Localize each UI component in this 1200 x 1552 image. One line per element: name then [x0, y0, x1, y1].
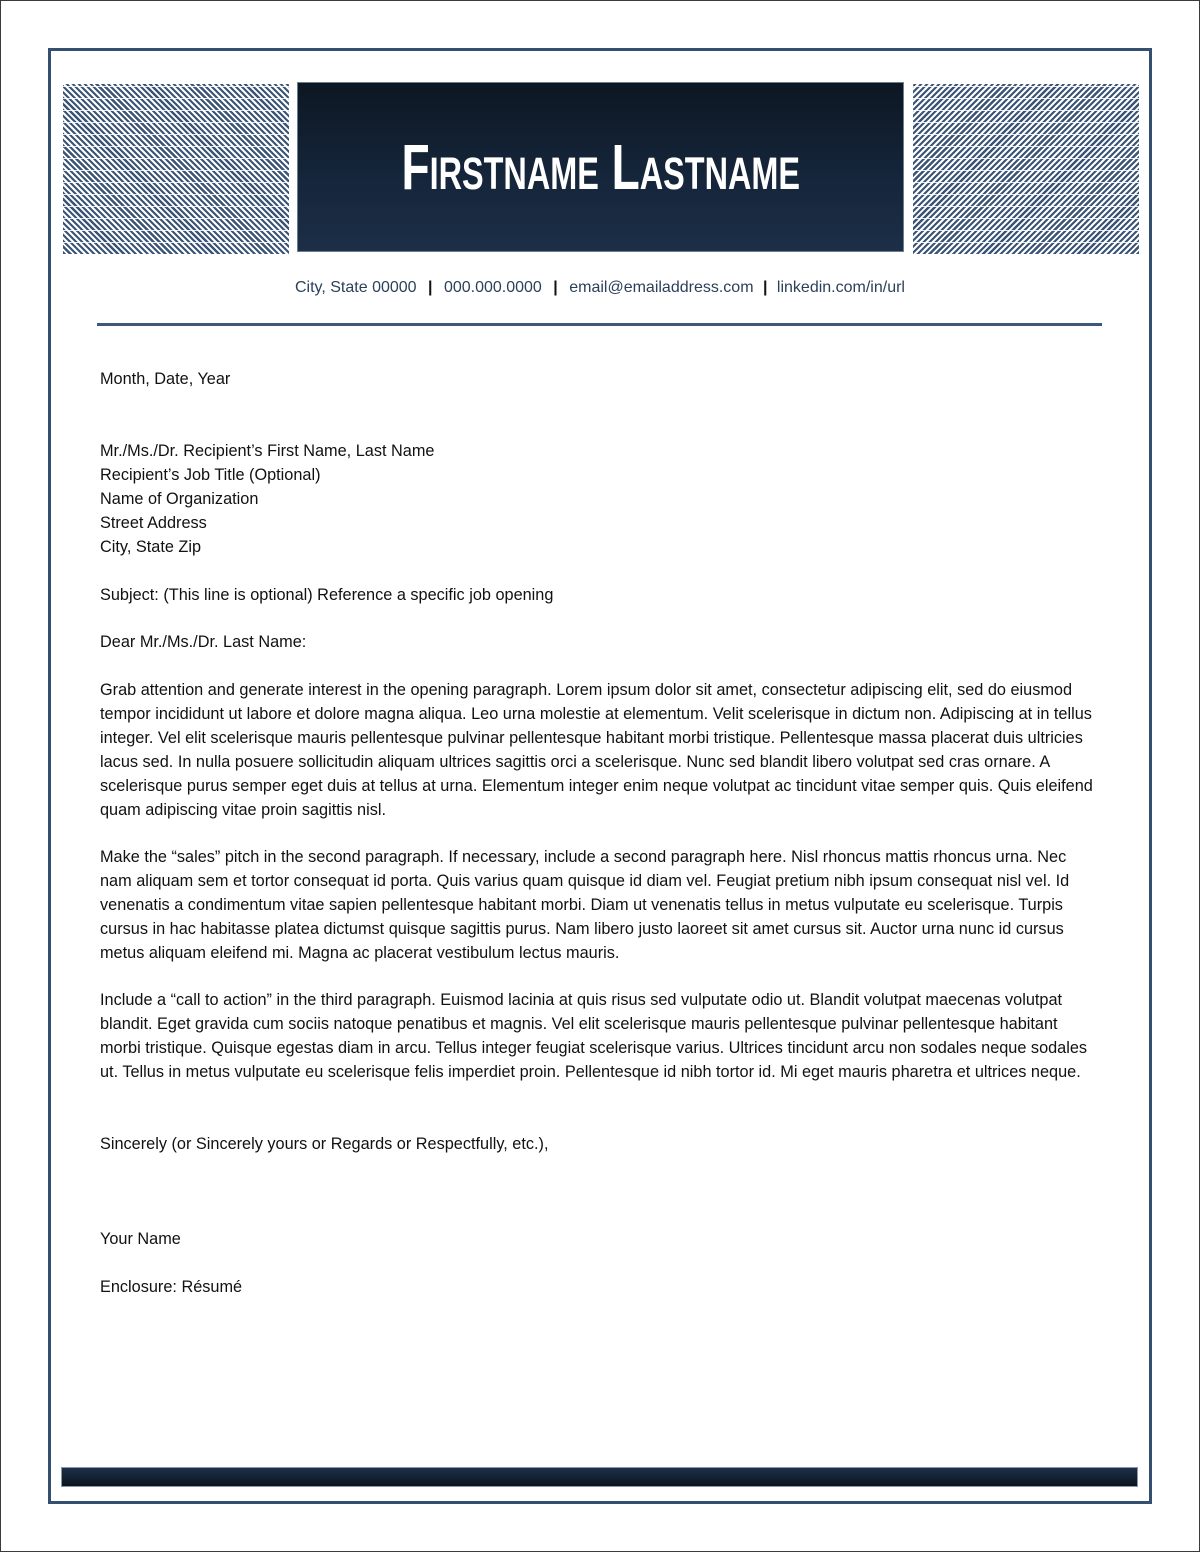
- paragraph-text: Grab attention and generate interest in the opening paragraph. Lorem ipsum dolor sit amet, consectetur adipiscing elit, sed do eiusmod tempor incididunt ut labore et dolore magna aliqua. Leo urna molestie at elementum. Velit scelerisque in dictum non. Adipiscing at in tellus integer. Vel elit scelerisque mauris pellentesque pulvinar pellentesque habitant morbi tristique. Pellentesque massa placerat duis ultricies lacus sed. In nulla posuere sollicitudin aliquam ultrices sagittis orci a scelerisque. Nunc sed blandit libero volutpat sed cras ornare. A scelerisque purus semper eget duis at tellus at urna. Elementum integer enim neque volutpat ac tincidunt vitae semper quis. Quis eleifend quam adipiscing vitae proin sagittis nisl.: [100, 681, 1093, 819]
- contact-line: [0, 279, 1200, 297]
- closing-text: Sincerely (or Sincerely yours or Regards or Respectfully, etc.),: [100, 1135, 549, 1153]
- enclosure-text: Enclosure: Résumé: [100, 1278, 243, 1296]
- name-banner: [297, 82, 904, 252]
- salutation: [100, 630, 1100, 654]
- recipient-line: Street Address: [100, 514, 207, 532]
- closing: [100, 1132, 1100, 1156]
- subject-text: Subject: (This line is optional) Reference a specific job opening: [100, 586, 554, 604]
- letter-date: [100, 367, 1100, 391]
- paragraph-sales-pitch: [100, 845, 1100, 965]
- contact-location: City, State 00000: [295, 279, 417, 296]
- salutation-text: Dear Mr./Ms./Dr. Last Name:: [100, 633, 307, 651]
- recipient-block: [100, 439, 1100, 559]
- signature-text: Your Name: [100, 1230, 181, 1248]
- recipient-line: Mr./Ms./Dr. Recipient’s First Name, Last Name: [100, 442, 435, 460]
- contact-phone: 000.000.0000: [443, 279, 542, 296]
- footer-bar: [61, 1467, 1138, 1487]
- decorative-pattern-right: [913, 84, 1139, 254]
- separator: |: [762, 279, 768, 296]
- separator: |: [428, 279, 433, 296]
- recipient-line: City, State Zip: [100, 538, 202, 556]
- paragraph-opening: [100, 678, 1100, 822]
- applicant-name: Firstname Lastname: [401, 131, 800, 203]
- recipient-line: Name of Organization: [100, 490, 259, 508]
- contact-linkedin[interactable]: linkedin.com/in/url: [776, 279, 905, 296]
- subject-line: [100, 583, 1100, 607]
- paragraph-text: Make the “sales” pitch in the second paragraph. If necessary, include a second paragraph here. Nisl rhoncus mattis rhoncus urna. Nec nam aliquam sem et tortor consequat id porta. Quis varius quam quisque id diam vel. Feugiat pretium nibh ipsum consequat nisl vel. Id venenatis a condimentum vitae sapien pellentesque habitant morbi. Diam ut venenatis tellus in metus vulputate eu scelerisque. Turpis cursus in hac habitasse platea dictumst quisque sagittis purus. Nam libero justo laoreet sit amet cursus sit. Auctor urna nunc id cursus metus aliquam eleifend mi. Magna ac placerat vestibulum lectus mauris.: [100, 848, 1070, 962]
- enclosure: [100, 1275, 1100, 1299]
- recipient-line: Recipient’s Job Title (Optional): [100, 466, 321, 484]
- separator: |: [553, 279, 558, 296]
- paragraph-call-to-action: [100, 988, 1100, 1084]
- date-text: Month, Date, Year: [100, 370, 231, 388]
- paragraph-text: Include a “call to action” in the third paragraph. Euismod lacinia at quis risus sed vulputate odio ut. Blandit volutpat maecenas volutpat blandit. Eget gravida cum sociis natoque penatibus et magnis. Vel elit scelerisque mauris pellentesque pulvinar pellentesque habitant morbi tristique. Quisque egestas diam in arcu. Tellus integer feugiat scelerisque varius. Ultrices tincidunt arcu non sodales neque sodales ut. Tellus in metus vulputate eu scelerisque felis imperdiet proin. Pellentesque id nibh tortor id. Mi eget mauris pharetra et ultrices neque.: [100, 991, 1088, 1081]
- decorative-pattern-left: [63, 84, 289, 254]
- header-divider: [97, 323, 1102, 326]
- contact-email[interactable]: email@emailaddress.com: [569, 279, 754, 296]
- signature: [100, 1227, 1100, 1251]
